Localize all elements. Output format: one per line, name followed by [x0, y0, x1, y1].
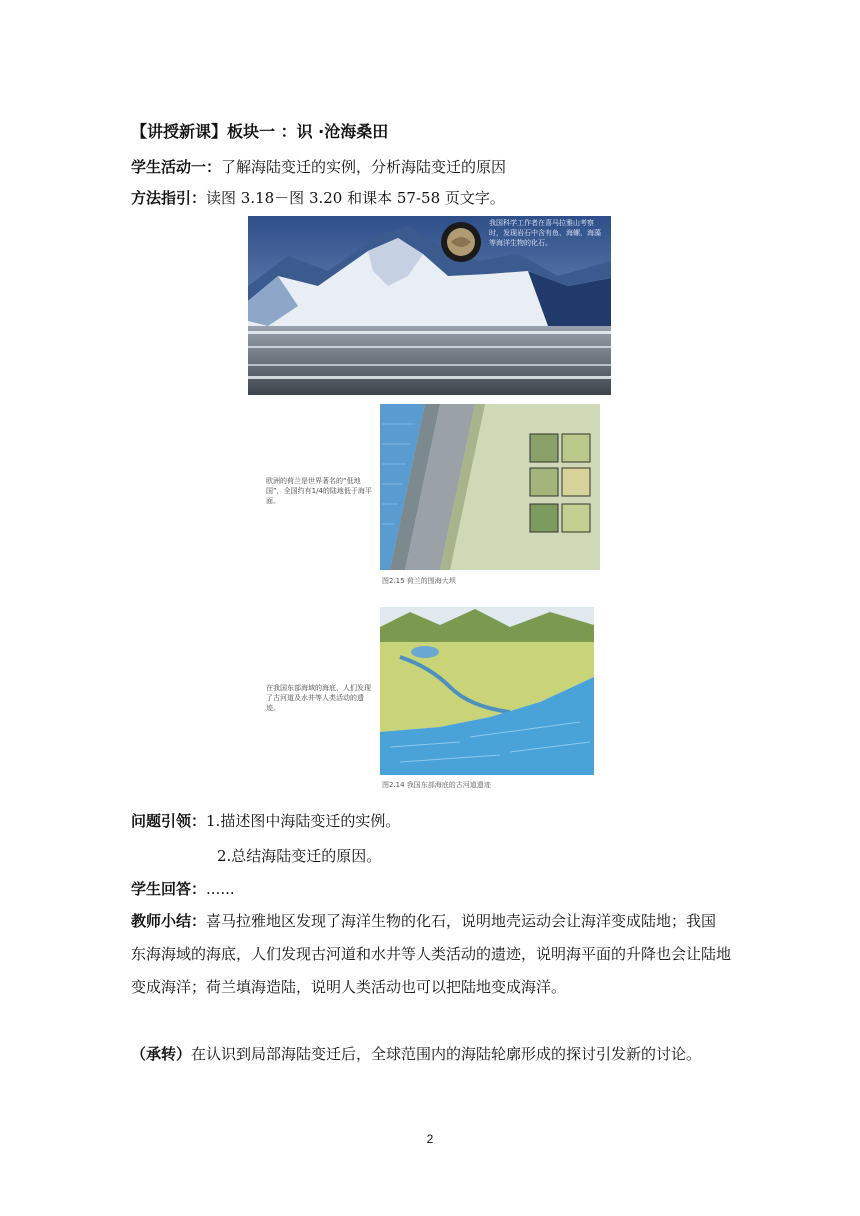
transition-text: 在认识到局部海陆变迁后，全球范围内的海陆轮廓形成的探讨引发新的讨论。	[191, 1045, 702, 1063]
transition-paragraph	[131, 1038, 731, 1071]
questions-line	[131, 811, 400, 831]
summary-paragraph	[131, 905, 731, 1004]
dutch-dike-illustration	[380, 404, 600, 570]
transition-label: （承转）	[131, 1045, 192, 1063]
answer-line	[131, 879, 235, 899]
page-number: 2	[426, 1132, 434, 1146]
questions-label: 问题引领：	[131, 812, 207, 830]
section-heading	[131, 119, 388, 142]
method-label: 方法指引：	[131, 189, 207, 207]
answer-label: 学生回答：	[131, 880, 207, 898]
heading-bracket: 【讲授新课】	[131, 122, 228, 141]
answer-text: ......	[206, 880, 235, 898]
activity-line	[131, 157, 506, 177]
fig1-note: 我国科学工作者在喜马拉雅山考察时，发现岩石中含有鱼、海螺、海藻等海洋生物的化石。	[489, 219, 601, 247]
fig3-note: 在我国东部海域的海底，人们发现了古河道及水井等人类活动的遗迹。	[266, 684, 371, 712]
heading-title: 板块一 ：识 ·沧海桑田	[227, 122, 389, 141]
method-text: 读图 3.18－图 3.20 和课本 57-58 页文字。	[206, 189, 505, 207]
activity-label: 学生活动一：	[131, 158, 222, 176]
fig3-caption: 图2.14 我国东部海底的古河道遗迹	[382, 781, 491, 789]
fig2-caption: 图2.15 荷兰的围海大坝	[382, 577, 456, 585]
seafloor-illustration	[380, 607, 594, 775]
summary-text: 喜马拉雅地区发现了海洋生物的化石，说明地壳运动会让海洋变成陆地；我国东海海域的海底，人们发现古河道和水井等人类活动的遗迹，说明海平面的升降也会让陆地变成海洋；荷兰填海造陆，说明人类活动也可以把陆地变成海洋。	[131, 912, 732, 996]
question-1: 1.描述图中海陆变迁的实例。	[206, 812, 401, 830]
fig2-note: 欧洲的荷兰是世界著名的“低地国”，全国约有1/4的陆地低于海平面。	[266, 477, 372, 505]
summary-label: 教师小结：	[131, 912, 207, 930]
question-2: 2.总结海陆变迁的原因。	[217, 847, 382, 865]
method-line	[131, 188, 505, 208]
activity-text: 了解海陆变迁的实例，分析海陆变迁的原因	[221, 158, 507, 176]
